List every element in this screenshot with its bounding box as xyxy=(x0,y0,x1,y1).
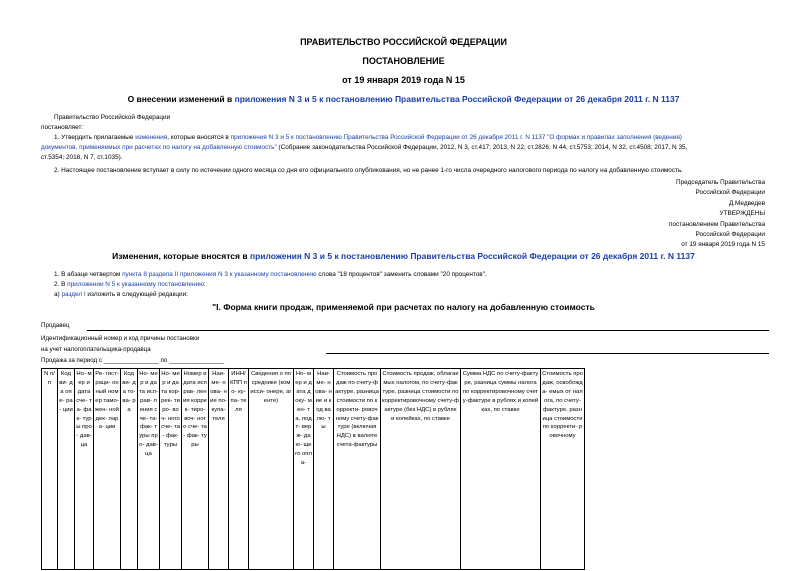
table-header-cell: Стоимость продаж, освобожда- емых от налога, по счету- фактуре, разница стоимости по корректи- ровочному xyxy=(541,369,585,570)
approved-by: постановлением Правительства xyxy=(669,220,765,228)
table-header-cell: Стоимость продаж, облагаемых налогом, по счету-фактуре, разница стоимости по корректировочному счету-фактуре (без НДС) в рублях и копейках, по ставке xyxy=(381,369,461,570)
para1-line-1 xyxy=(54,133,682,142)
doc-type-heading: ПОСТАНОВЛЕНИЕ xyxy=(362,56,445,66)
table-header-cell: Наи- ме- нова- ние по- купа- теля xyxy=(209,369,229,570)
item-1 xyxy=(54,270,487,279)
table-header-cell: Код ви- да опе- ра- ции xyxy=(58,369,75,570)
signature-position: Председатель Правительства xyxy=(676,179,765,186)
table-header-cell: ИНН/ КПП по- ку- па- теля xyxy=(229,369,249,570)
item-2a-text-2: изложить в следующей редакции: xyxy=(85,291,188,298)
changes-title-prefix: Изменения, которые вносятся в xyxy=(112,251,250,261)
seller-line xyxy=(87,330,769,331)
item-2a-text-1: а) xyxy=(54,291,62,298)
item-2 xyxy=(54,280,206,289)
approved-label: УТВЕРЖДЕНЫ xyxy=(719,210,765,218)
table-header-cell: Номер и дата исправ- ления коррек- тиро- воч- ного сче- та- фак- туры xyxy=(182,369,209,570)
table-header-cell: N п/п xyxy=(42,369,58,570)
period-label: Продажа за период с ________________ по ________________ xyxy=(41,357,225,364)
changes-title-link[interactable]: приложения N 3 и 5 к постановлению Правительства Российской Федерации от 26 декабря 2011 г. N 1137 xyxy=(249,251,695,261)
table-header-cell: Наи- ме- нова- ние и код валю- ты xyxy=(314,369,334,570)
form-title: "I. Форма книги продаж, применяемой при расчетах по налогу на добавленную стоимость xyxy=(212,302,595,312)
item-2-text-1: 2. В xyxy=(54,281,68,288)
government-heading: ПРАВИТЕЛЬСТВО РОССИЙСКОЙ ФЕДЕРАЦИИ xyxy=(300,37,507,47)
decree-1137-link[interactable]: приложения N 3 и 5 к постановлению Правительства Российской Федерации от 26 декабря 2011 г. N 1137 "О формах и правилах заполнения (ведения) xyxy=(230,134,682,141)
item-2-link[interactable]: приложении N 5 к указанному постановлению xyxy=(67,281,204,288)
approved-date: от 19 января 2019 года N 15 xyxy=(681,241,765,249)
table-header-cell: Но- мер и дата кор- рек- тиро- воч- ного сче- та- фак- туры xyxy=(160,369,182,570)
approved-country: Российской Федерации xyxy=(695,231,765,239)
table-header-cell: Но- мер и дата сче- та- фак- туры про- дав- ца xyxy=(75,369,94,570)
inn-kpp-label-1: Идентификационный номер и код причины постановки xyxy=(41,335,200,342)
para1-line-3: ст.5354; 2018, N 7, ст.1035). xyxy=(41,154,123,161)
table-header-cell: Сведения о посреднике (комисси- онере, агенте) xyxy=(249,369,294,570)
signature-name: Д.Медведев xyxy=(728,199,765,207)
signature-block xyxy=(465,178,765,250)
intro-line-2: постановляет: xyxy=(41,124,84,131)
table-header-cell: Ре- гист- раци- онный номер тамо- жен- ной дек- лара- ции xyxy=(94,369,121,570)
sales-book-table xyxy=(41,368,585,570)
intro-line-1: Правительство Российской Федерации xyxy=(54,114,171,121)
decree-title xyxy=(0,94,807,104)
decree-title-prefix: О внесении изменений в xyxy=(127,94,235,104)
signature-country: Российской Федерации xyxy=(695,189,765,197)
changes-link[interactable]: изменения xyxy=(135,134,168,141)
inn-kpp-line xyxy=(326,353,769,354)
item-1-text-2: слова "18 процентов" заменить словами "20 процентов". xyxy=(316,271,487,278)
para1-text-2: , которые вносятся в xyxy=(167,134,231,141)
item-1-text-1: 1. В абзаце четвертом xyxy=(54,271,123,278)
item-1-link[interactable]: пункта 8 раздела II приложения N 3 к указанному постановлению xyxy=(122,271,317,278)
table-header-cell: Код ви- да то- ва- ра xyxy=(121,369,138,570)
changes-title xyxy=(0,251,807,261)
table-header-row xyxy=(42,369,585,570)
decree-1137-link-cont[interactable]: документов, применяемых при расчетах по налогу на добавленную стоимость" xyxy=(41,144,277,151)
para2: 2. Настоящее постановление вступает в силу по истечении одного месяца со дня его официального опубликования, но не ранее 1-го числа очередного налогового периода по налогу на добавленную стоимость. xyxy=(54,167,684,174)
inn-kpp-label-2: на учет налогоплательщика-продавца xyxy=(41,346,151,353)
para1-text-3: (Собрание законодательства Российской Федерации, 2012, N 3, ст.417; 2013, N 22, ст.2826; N 44, ст.5753; 2014, N 32, ст.4508; 2017, N 35, xyxy=(276,144,688,151)
para1-line-2 xyxy=(41,143,687,152)
seller-label: Продавец xyxy=(41,322,70,329)
table-header-cell: Сумма НДС по счету-фактуре, разница суммы налога по корректировочному счету-фактуре в рублях и копейках, по ставке xyxy=(461,369,541,570)
item-2a xyxy=(54,290,188,299)
table-header-cell: Но- мер и дата доку- мен- та, подт- верж- даю- щего опла- xyxy=(294,369,314,570)
date-number: от 19 января 2019 года N 15 xyxy=(342,75,465,85)
table-header-cell: Стоимость продаж по счету-фактуре, разница стоимости по корректи- ровочному счету-фактуре (включая НДС) в валюте счета-фактуры xyxy=(334,369,381,570)
section-i-link[interactable]: раздел I xyxy=(61,291,86,298)
para1-text-1: 1. Утвердить прилагаемые xyxy=(54,134,136,141)
decree-title-link[interactable]: приложения N 3 и 5 к постановлению Правительства Российской Федерации от 26 декабря 2011 г. N 1137 xyxy=(234,94,680,104)
table-header-cell: Но- мер и дата исп- рав- ления сче- та- фак- туры про- дав- ца xyxy=(138,369,160,570)
item-2-text-2: : xyxy=(203,281,206,288)
